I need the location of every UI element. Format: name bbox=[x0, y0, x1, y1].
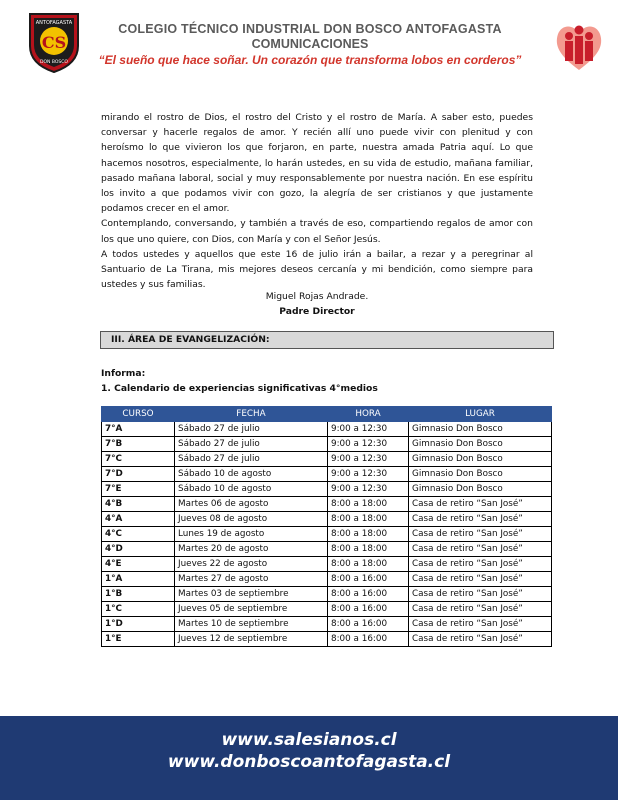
footer-links bbox=[0, 729, 618, 773]
table-cell-hora: 8:00 a 16:00 bbox=[328, 572, 409, 587]
school-crest-icon bbox=[28, 12, 80, 74]
footer-url-donbosco[interactable]: www.donboscoantofagasta.cl bbox=[167, 752, 451, 772]
table-cell-fecha: Martes 06 de agosto bbox=[175, 497, 328, 512]
table-cell-fecha: Lunes 19 de agosto bbox=[175, 527, 328, 542]
table-row bbox=[102, 632, 552, 647]
page-header bbox=[0, 0, 618, 90]
table-cell-curso: 4°B bbox=[102, 497, 175, 512]
table-cell-curso: 7°B bbox=[102, 437, 175, 452]
table-row bbox=[102, 482, 552, 497]
header-text bbox=[90, 22, 530, 67]
table-cell-lugar: Casa de retiro “San José” bbox=[409, 617, 552, 632]
table-cell-lugar: Casa de retiro “San José” bbox=[409, 632, 552, 647]
table-cell-hora: 9:00 a 12:30 bbox=[328, 422, 409, 437]
table-cell-hora: 9:00 a 12:30 bbox=[328, 452, 409, 467]
table-cell-fecha: Jueves 05 de septiembre bbox=[175, 602, 328, 617]
table-cell-hora: 9:00 a 12:30 bbox=[328, 482, 409, 497]
table-cell-lugar: Casa de retiro “San José” bbox=[409, 527, 552, 542]
table-cell-hora: 8:00 a 16:00 bbox=[328, 602, 409, 617]
table-cell-hora: 8:00 a 18:00 bbox=[328, 497, 409, 512]
table-cell-curso: 1°B bbox=[102, 587, 175, 602]
crest-top-text: ANTOFAGASTA bbox=[35, 20, 73, 26]
table-cell-curso: 4°A bbox=[102, 512, 175, 527]
table-row bbox=[102, 572, 552, 587]
table-row bbox=[102, 467, 552, 482]
calendar-table bbox=[101, 406, 552, 647]
table-cell-curso: 7°D bbox=[102, 467, 175, 482]
table-cell-lugar: Gimnasio Don Bosco bbox=[409, 422, 552, 437]
table-row bbox=[102, 557, 552, 572]
table-row bbox=[102, 497, 552, 512]
table-cell-lugar: Casa de retiro “San José” bbox=[409, 572, 552, 587]
table-header-row bbox=[102, 407, 552, 422]
school-name: COLEGIO TÉCNICO INDUSTRIAL DON BOSCO ANTOFAGASTA bbox=[118, 22, 502, 36]
informa-block bbox=[101, 366, 378, 396]
section-heading: III. ÁREA DE EVANGELIZACIÓN: bbox=[100, 331, 554, 349]
signature-name: Miguel Rojas Andrade. bbox=[265, 291, 369, 302]
calendar-title: 1. Calendario de experiencias significativas 4°medios bbox=[101, 383, 378, 394]
table-cell-fecha: Sábado 27 de julio bbox=[175, 422, 328, 437]
table-row bbox=[102, 542, 552, 557]
table-cell-hora: 8:00 a 18:00 bbox=[328, 527, 409, 542]
table-cell-fecha: Sábado 27 de julio bbox=[175, 437, 328, 452]
column-header-curso: CURSO bbox=[102, 407, 175, 422]
table-cell-fecha: Jueves 22 de agosto bbox=[175, 557, 328, 572]
column-header-fecha: FECHA bbox=[175, 407, 328, 422]
signature-title: Padre Director bbox=[279, 306, 355, 317]
school-motto: “El sueño que hace soñar. Un corazón que transforma lobos en corderos” bbox=[98, 53, 522, 67]
crest-initials: CS bbox=[41, 33, 67, 52]
table-cell-lugar: Casa de retiro “San José” bbox=[409, 557, 552, 572]
table-cell-lugar: Casa de retiro “San José” bbox=[409, 512, 552, 527]
table-row bbox=[102, 617, 552, 632]
table-cell-lugar: Gimnasio Don Bosco bbox=[409, 482, 552, 497]
table-cell-hora: 8:00 a 18:00 bbox=[328, 557, 409, 572]
table-row bbox=[102, 422, 552, 437]
table-cell-hora: 8:00 a 16:00 bbox=[328, 632, 409, 647]
salesian-logo-icon bbox=[552, 16, 606, 74]
crest-bottom-text: DON BOSCO bbox=[40, 60, 68, 65]
table-cell-curso: 4°D bbox=[102, 542, 175, 557]
table-row bbox=[102, 587, 552, 602]
table-cell-fecha: Martes 27 de agosto bbox=[175, 572, 328, 587]
table-cell-lugar: Casa de retiro “San José” bbox=[409, 602, 552, 617]
department-name: COMUNICACIONES bbox=[251, 37, 369, 51]
table-row bbox=[102, 602, 552, 617]
table-cell-curso: 7°C bbox=[102, 452, 175, 467]
table-cell-curso: 4°C bbox=[102, 527, 175, 542]
table-row bbox=[102, 437, 552, 452]
table-cell-hora: 9:00 a 12:30 bbox=[328, 467, 409, 482]
column-header-lugar: LUGAR bbox=[409, 407, 552, 422]
table-cell-fecha: Sábado 10 de agosto bbox=[175, 482, 328, 497]
signature-block bbox=[101, 289, 533, 319]
table-cell-lugar: Casa de retiro “San José” bbox=[409, 497, 552, 512]
table-cell-lugar: Gimnasio Don Bosco bbox=[409, 467, 552, 482]
table-cell-hora: 8:00 a 16:00 bbox=[328, 587, 409, 602]
table-cell-hora: 8:00 a 18:00 bbox=[328, 542, 409, 557]
body-paragraph: Contemplando, conversando, y también a través de eso, compartiendo regalos de amor con los que uno quiere, con Dios, con María y con el Señor Jesús. bbox=[101, 218, 533, 245]
table-cell-fecha: Jueves 08 de agosto bbox=[175, 512, 328, 527]
table-cell-lugar: Casa de retiro “San José” bbox=[409, 542, 552, 557]
table-cell-curso: 4°E bbox=[102, 557, 175, 572]
table-cell-hora: 8:00 a 18:00 bbox=[328, 512, 409, 527]
table-cell-fecha: Martes 03 de septiembre bbox=[175, 587, 328, 602]
table-cell-curso: 1°D bbox=[102, 617, 175, 632]
table-row bbox=[102, 512, 552, 527]
table-cell-fecha: Sábado 27 de julio bbox=[175, 452, 328, 467]
body-paragraph: mirando el rostro de Dios, el rostro del Cristo y el rostro de María. A saber esto, puedes conversar y hacerle regalos de amor. Y recién allí uno puede vivir con plenitud y con heroísmo lo que vivieron los que forjaron, en parte, nuestra amada Patria aquí. Lo que hacemos nosotros, especialmente, lo harán ustedes, en su vida de estudio, mañana familiar, pasado mañana laboral, social y muy responsablemente por nuestra nación. En ese espíritu los invito a que podamos vivir con gozo, la alegría de ser cristianos y que justamente podamos crecer en el amor. bbox=[101, 112, 533, 215]
body-paragraph: A todos ustedes y aquellos que este 16 de julio irán a bailar, a rezar y a peregrinar al Santuario de La Tirana, mis mejores deseos cercanía y mi bendición, como siempre para ustedes y sus familias. bbox=[101, 248, 533, 291]
table-cell-curso: 7°E bbox=[102, 482, 175, 497]
table-cell-hora: 9:00 a 12:30 bbox=[328, 437, 409, 452]
table-cell-fecha: Sábado 10 de agosto bbox=[175, 467, 328, 482]
table-cell-curso: 1°C bbox=[102, 602, 175, 617]
table-cell-lugar: Casa de retiro “San José” bbox=[409, 587, 552, 602]
table-row bbox=[102, 452, 552, 467]
table-cell-fecha: Jueves 12 de septiembre bbox=[175, 632, 328, 647]
table-cell-curso: 7°A bbox=[102, 422, 175, 437]
letter-body bbox=[101, 110, 533, 292]
informa-label: Informa: bbox=[101, 368, 146, 379]
table-cell-fecha: Martes 20 de agosto bbox=[175, 542, 328, 557]
calendar-table-body bbox=[102, 422, 552, 647]
table-row bbox=[102, 527, 552, 542]
table-cell-fecha: Martes 10 de septiembre bbox=[175, 617, 328, 632]
table-cell-curso: 1°A bbox=[102, 572, 175, 587]
table-cell-hora: 8:00 a 16:00 bbox=[328, 617, 409, 632]
column-header-hora: HORA bbox=[328, 407, 409, 422]
footer-url-salesianos[interactable]: www.salesianos.cl bbox=[221, 730, 397, 750]
table-cell-lugar: Gimnasio Don Bosco bbox=[409, 452, 552, 467]
page-footer bbox=[0, 716, 618, 800]
table-cell-lugar: Gimnasio Don Bosco bbox=[409, 437, 552, 452]
table-cell-curso: 1°E bbox=[102, 632, 175, 647]
